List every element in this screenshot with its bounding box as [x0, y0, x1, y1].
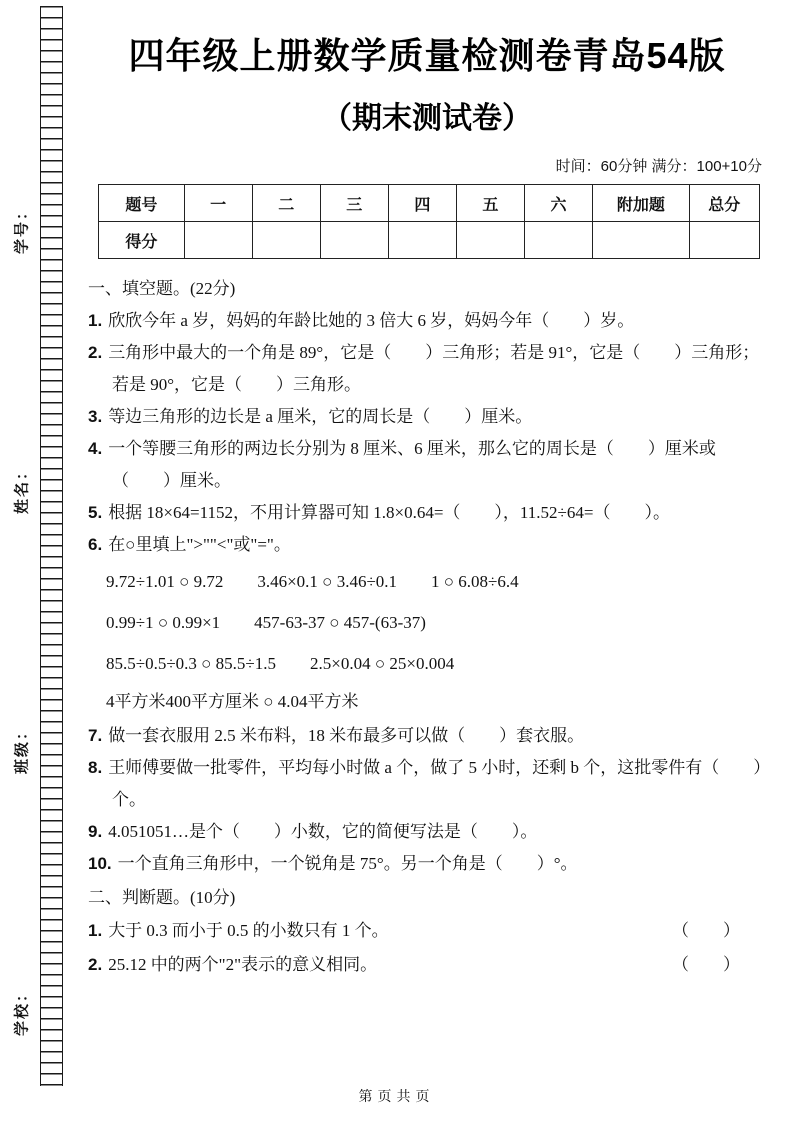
- question-text: 根据 18×64=1152，不用计算器可知 1.8×0.64=（ ），11.52÷64=（ ）。: [108, 503, 670, 522]
- question-6-compare-line-3: 85.5÷0.5÷0.3 ○ 85.5÷1.5 2.5×0.04 ○ 25×0.004: [106, 654, 455, 673]
- score-table-cell-label: 题号: [99, 185, 185, 222]
- question-number: 8.: [88, 758, 103, 777]
- question-number: 4.: [88, 439, 103, 458]
- question-1: [88, 305, 766, 337]
- question-number: 3.: [88, 407, 103, 426]
- question-5: [88, 497, 766, 529]
- judge-answer-blank: （ ）: [672, 955, 740, 974]
- question-text: 欣欣今年 a 岁，妈妈的年龄比她的 3 倍大 6 岁，妈妈今年（ ）岁。: [108, 311, 635, 330]
- question-6-compare-line-4: 4平方米400平方厘米 ○ 4.04平方米: [106, 692, 359, 711]
- question-text: 在○里填上">""<"或"="。: [108, 535, 291, 554]
- section1-title: 一、填空题。(22分): [88, 279, 236, 298]
- score-table-cell-4: 四: [388, 185, 456, 222]
- question-6-compare-line-1: 9.72÷1.01 ○ 9.72 3.46×0.1 ○ 3.46÷0.1 1 ○ 6.08÷6.4: [106, 572, 519, 591]
- question-number: 1.: [88, 921, 103, 940]
- score-table: [98, 184, 760, 259]
- question-text: 一个等腰三角形的两边长分别为 8 厘米、6 厘米，那么它的周长是（ ）厘米或（ ）厘米。: [108, 439, 716, 490]
- question-10: [88, 848, 766, 880]
- question-text: 4.051051…是个（ ）小数，它的简便写法是（ ）。: [108, 822, 538, 841]
- margin-label-school: 学校：: [14, 985, 31, 1037]
- section2-title: 二、判断题。(10分): [88, 888, 236, 907]
- question-number: 2.: [88, 343, 103, 362]
- page-title: 四年级上册数学质量检测卷青岛54版: [128, 35, 726, 76]
- score-table-cell-6: 六: [524, 185, 592, 222]
- exam-meta: 时间：60分钟 满分：100+10分: [555, 158, 762, 175]
- question-number: 2.: [88, 955, 103, 974]
- margin-label-class: 班级：: [14, 723, 31, 775]
- question-7: [88, 720, 766, 752]
- margin-label-student-id: 学号：: [14, 203, 31, 255]
- score-table-cell-3: 三: [320, 185, 388, 222]
- question-2: [88, 337, 766, 401]
- question-text: 等边三角形的边长是 a 厘米，它的周长是（ ）厘米。: [108, 407, 533, 426]
- question-4: [88, 433, 766, 497]
- page-footer: 第页共页: [358, 1090, 435, 1105]
- question-number: 5.: [88, 503, 103, 522]
- binding-line: [40, 6, 63, 1086]
- score-table-score-row: [99, 222, 760, 259]
- score-blank-cell-extra: [593, 222, 690, 259]
- judge-question-1: [88, 914, 766, 948]
- question-number: 10.: [88, 854, 112, 873]
- margin-label-name: 姓名：: [14, 463, 31, 515]
- question-text: 做一套衣服用 2.5 米布料，18 米布最多可以做（ ）套衣服。: [108, 726, 585, 745]
- question-text: 王师傅要做一批零件，平均每小时做 a 个，做了 5 小时，还剩 b 个，这批零件有（ ）个。: [108, 758, 762, 809]
- judge-question-2: [88, 948, 766, 982]
- question-6: [88, 529, 766, 561]
- score-blank-cell-6: [524, 222, 592, 259]
- question-6-compare-line-2: 0.99÷1 ○ 0.99×1 457-63-37 ○ 457-(63-37): [106, 613, 426, 632]
- question-8: [88, 752, 766, 816]
- question-number: 6.: [88, 535, 103, 554]
- score-blank-cell-total: [689, 222, 759, 259]
- question-text: 一个直角三角形中，一个锐角是 75°。另一个角是（ ）°。: [117, 854, 578, 873]
- score-blank-cell-5: [456, 222, 524, 259]
- score-blank-cell-4: [388, 222, 456, 259]
- question-3: [88, 401, 766, 433]
- question-9: [88, 816, 766, 848]
- score-table-cell-1: 一: [184, 185, 252, 222]
- score-table-header-row: [99, 185, 760, 222]
- question-number: 7.: [88, 726, 103, 745]
- score-blank-cell-1: [184, 222, 252, 259]
- score-label-cell: 得分: [99, 222, 185, 259]
- score-blank-cell-3: [320, 222, 388, 259]
- question-text: 大于 0.3 而小于 0.5 的小数只有 1 个。: [108, 921, 389, 940]
- exam-body: [88, 273, 766, 982]
- score-table-cell-extra: 附加题: [593, 185, 690, 222]
- judge-answer-blank: （ ）: [672, 921, 740, 940]
- question-number: 9.: [88, 822, 103, 841]
- page-subtitle: （期末测试卷）: [322, 102, 532, 135]
- question-text: 25.12 中的两个"2"表示的意义相同。: [108, 955, 378, 974]
- question-number: 1.: [88, 311, 103, 330]
- score-blank-cell-2: [252, 222, 320, 259]
- score-table-cell-total: 总分: [689, 185, 759, 222]
- score-table-cell-2: 二: [252, 185, 320, 222]
- exam-content: [88, 28, 766, 982]
- question-text: 三角形中最大的一个角是 89°，它是（ ）三角形；若是 91°，它是（ ）三角形；若是 90°，它是（ ）三角形。: [108, 343, 760, 394]
- score-table-cell-5: 五: [456, 185, 524, 222]
